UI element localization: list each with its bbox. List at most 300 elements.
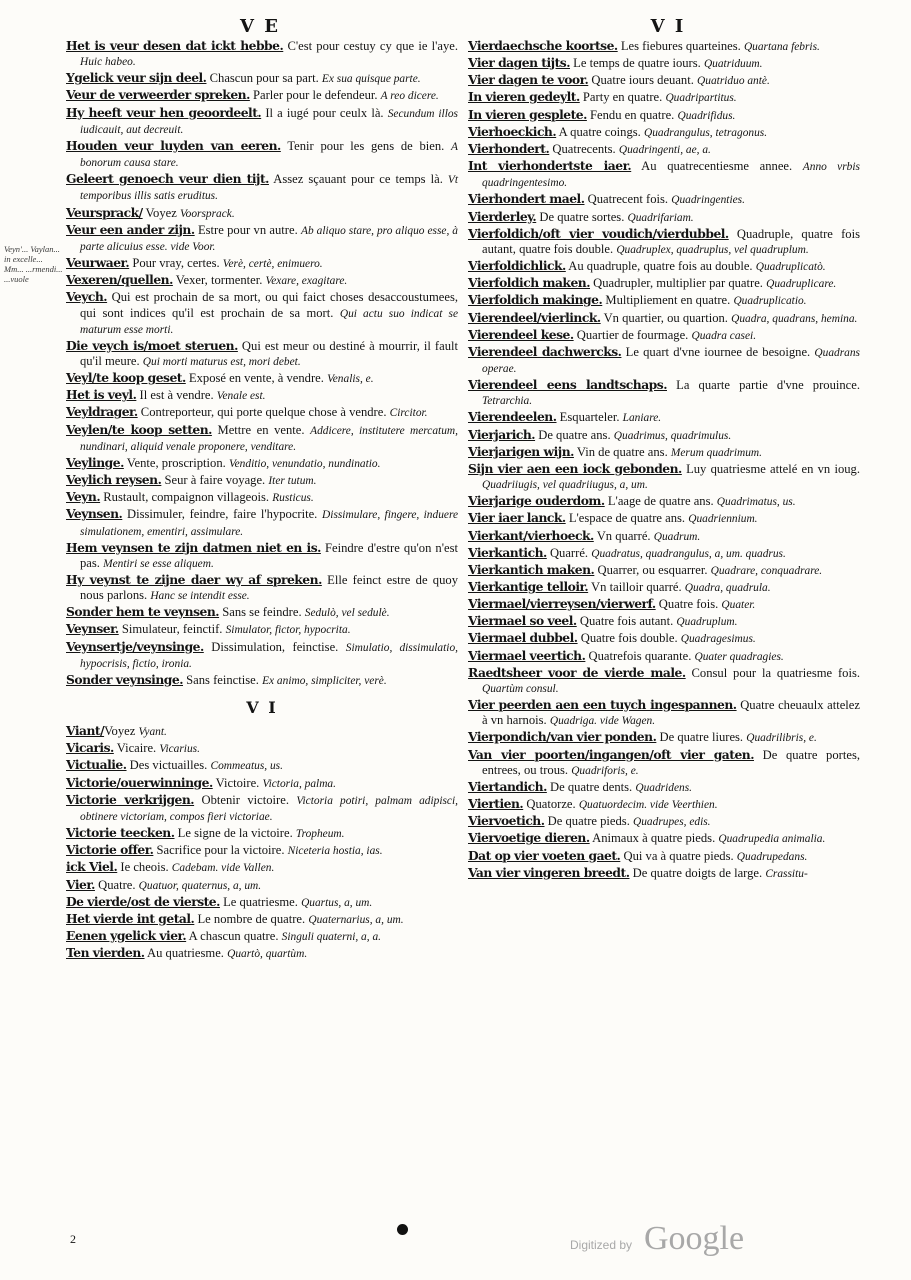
entry-french: Vn quartier, ou quartion. [600, 310, 728, 325]
entry-headword: Int vierhondertste iaer. [468, 158, 632, 174]
entry-headword: Die veych is/moet steruen. [66, 337, 238, 353]
entry-french: Qui est meur ou destiné à mourrir, il fault qu'il meure. [80, 338, 458, 368]
entry-latin: Iter tutum. [268, 475, 317, 488]
entry-french: Quatre fois. [655, 597, 719, 612]
entry-headword: Vierhoeckich. [468, 123, 557, 139]
dictionary-entry [66, 255, 458, 272]
dictionary-entry [66, 38, 458, 70]
dictionary-entry [468, 848, 860, 865]
entry-latin: Quadrifariam. [627, 211, 694, 224]
entry-french: Pour vray, certes. [129, 256, 220, 271]
entry-french: Le quart d'vne iournee de besoigne. [621, 344, 811, 359]
entry-latin: Qui actu suo indicat se maturum esse morti. [80, 307, 458, 336]
entry-headword: Vierfoldichlick. [468, 258, 566, 274]
entry-french: Feindre d'estre qu'on n'est pas. [80, 540, 458, 570]
entry-headword: Vier dagen te voor. [468, 72, 589, 88]
entry-latin: Quadrupedia animalia. [718, 833, 826, 846]
entry-headword: Vierfoldich maken. [468, 275, 590, 291]
dictionary-entry [468, 813, 860, 830]
dictionary-entry [468, 191, 860, 208]
entry-french: Vente, proscription. [123, 455, 226, 470]
dictionary-entry [66, 272, 458, 289]
entry-latin: Quartus, a, um. [301, 896, 373, 909]
dictionary-entry [66, 87, 458, 104]
dictionary-entry [468, 409, 860, 426]
entry-latin: Circitor. [389, 407, 428, 420]
entry-french: Contreporteur, qui porte quelque chose à vendre. [137, 405, 387, 420]
entry-headword: Veyl/te koop geset. [66, 370, 186, 386]
entry-latin: Dissimulare, fingere, induere simulationem, ementiri, assimulare. [80, 509, 459, 538]
entry-latin: Quadrum. [653, 530, 701, 543]
entry-headword: Vierendeel kese. [468, 326, 574, 342]
page-header-right: V I [650, 16, 686, 37]
entry-french: Vexer, tormenter. [172, 273, 263, 288]
entry-latin: Quater. [721, 599, 756, 612]
entry-headword: Vierkantige telloir. [468, 579, 589, 594]
entry-headword: Ten vierden. [66, 945, 145, 961]
entry-headword: Vicaris. [66, 740, 114, 756]
entry-headword: Het is veur desen dat ickt hebbe. [66, 38, 284, 53]
entry-headword: Veynser. [66, 621, 119, 637]
dictionary-entry [468, 493, 860, 510]
page-header-left: V E [240, 16, 280, 37]
entry-headword: Vierdaechsche koortse. [468, 38, 618, 53]
dictionary-entry [66, 387, 458, 404]
entry-latin: Quartùm consul. [482, 682, 559, 695]
entry-french: L'espace de quatre ans. [565, 511, 686, 526]
entry-headword: Vier dagen tijts. [468, 55, 570, 71]
entry-headword: Victualie. [66, 757, 127, 773]
entry-french: Ie cheois. [117, 860, 169, 875]
dictionary-entry [468, 596, 860, 613]
dictionary-entry [66, 842, 458, 859]
signature-mark: 2 [70, 1232, 76, 1246]
entry-latin: Cadebam. vide Vallen. [171, 862, 275, 875]
dictionary-entry [468, 545, 860, 562]
entry-latin: Quaternarius, a, um. [308, 913, 404, 926]
entry-latin: Quadra, quadrans, hemina. [731, 312, 858, 325]
entry-latin: Quadruplicare. [766, 278, 837, 291]
dictionary-entry [66, 911, 458, 928]
entry-latin: Quadrupes, edis. [633, 816, 711, 829]
dictionary-entry [66, 506, 458, 539]
entry-french: Exposé en vente, à vendre. [185, 371, 324, 386]
entry-latin: Quadra casei. [691, 329, 757, 342]
entry-latin: Venalis, e. [327, 373, 374, 386]
dictionary-entry [66, 540, 458, 572]
dictionary-entry [468, 107, 860, 124]
entry-latin: Victoria potiri, palmam adipisci, obtinere victoriam, compos fieri victoriae. [80, 794, 458, 823]
entry-headword: Geleert genoech veur dien tijt. [66, 171, 269, 187]
entry-latin: Qui morti maturus est, mori debet. [142, 355, 301, 368]
left-column [66, 38, 458, 962]
dictionary-entry [66, 723, 458, 740]
entry-french: Sans feinctise. [183, 672, 259, 687]
entry-headword: In vieren gesplete. [468, 106, 587, 122]
entry-latin: Quadripartitus. [665, 92, 737, 105]
dictionary-entry [468, 141, 860, 158]
entry-headword: Het vierde int getal. [66, 910, 195, 926]
entry-french: De quatre sortes. [536, 209, 625, 224]
entry-french: La quarte partie d'vne prouince. [667, 378, 861, 393]
entry-list-vi [66, 723, 458, 962]
dictionary-entry [468, 226, 860, 258]
entry-latin: Mentiri se esse aliquem. [103, 557, 214, 570]
dictionary-entry [66, 639, 458, 672]
entry-french: Quartier de fourmage. [573, 327, 689, 342]
entry-headword: Veurwaer. [66, 255, 130, 271]
entry-french: Esquarteler. [556, 410, 620, 425]
entry-headword: Vier iaer lanck. [468, 510, 566, 526]
entry-french: Il est à vendre. [136, 388, 214, 403]
entry-french: Quadrupler, multiplier par quatre. [590, 276, 763, 291]
entry-latin: Quadriiugis, vel quadriiugus, a, um. [482, 479, 648, 492]
dictionary-entry [66, 171, 458, 204]
entry-headword: Vexeren/quellen. [66, 272, 173, 288]
entry-latin: Singuli quaterni, a, a. [281, 930, 381, 943]
entry-latin: Voorsprack. [179, 207, 235, 220]
entry-latin: Quartana febris. [743, 41, 820, 53]
entry-french: Tenir pour les gens de bien. [280, 138, 445, 153]
entry-latin: Quadruplex, quadruplus, vel quadruplum. [616, 243, 809, 256]
entry-latin: Quatuor, quaternus, a, um. [138, 879, 262, 892]
entry-latin: Vexare, exagitare. [265, 275, 348, 288]
entry-headword: Victorie teecken. [66, 825, 175, 841]
entry-headword: Veyldrager. [66, 404, 138, 420]
entry-latin: Quadra, quadrula. [684, 582, 771, 594]
entry-headword: Victorie offer. [66, 842, 154, 858]
entry-latin: Quatuordecim. vide Veerthien. [578, 799, 718, 812]
entry-headword: Viermael veertich. [468, 647, 586, 663]
dictionary-entry [66, 894, 458, 911]
entry-headword: Veur de verweerder spreken. [66, 87, 250, 103]
entry-latin: Verè, certè, enimuero. [222, 258, 323, 271]
dictionary-entry [468, 89, 860, 106]
dictionary-entry [66, 877, 458, 894]
entry-headword: Houden veur luyden van eeren. [66, 137, 281, 153]
entry-french: Quatre fois double. [577, 631, 678, 646]
entry-latin: Quadrupedans. [736, 850, 808, 863]
entry-headword: Vierjarige ouderdom. [468, 493, 605, 509]
entry-headword: Vierkantich. [468, 544, 547, 560]
entry-french: Luy quatriesme attelé en vn ioug. [681, 461, 860, 476]
entry-latin: Quadriga. vide Wagen. [549, 715, 656, 728]
dictionary-entry [468, 579, 860, 596]
dictionary-entry [66, 370, 458, 387]
entry-french: Party en quatre. [579, 90, 663, 105]
entry-latin: Vyant. [138, 726, 167, 739]
entry-latin: Quadrimatus, us. [716, 496, 796, 509]
entry-french: Voyez [104, 724, 139, 739]
dictionary-entry [468, 648, 860, 665]
entry-latin: Quatriduo antè. [697, 75, 770, 88]
entry-headword: Viant/ [66, 723, 105, 739]
dictionary-entry [66, 404, 458, 421]
dictionary-entry [66, 205, 458, 222]
entry-headword: Viervoetich. [468, 813, 545, 829]
entry-latin: Quadriforis, e. [571, 764, 639, 777]
dictionary-entry [468, 72, 860, 89]
entry-french: Parler pour le defendeur. [249, 88, 378, 103]
dictionary-entry [66, 289, 458, 337]
dictionary-entry [66, 222, 458, 255]
entry-headword: Hem veynsen te zijn datmen niet en is. [66, 539, 321, 555]
entry-latin: Quadratus, quadrangulus, a, um. quadrus. [591, 547, 786, 560]
dictionary-entry [66, 775, 458, 792]
entry-headword: Viertien. [468, 796, 524, 812]
entry-french: De quatre pieds. [544, 814, 630, 829]
entry-french: De quatre ans. [535, 427, 611, 442]
dictionary-entry [468, 747, 860, 779]
entry-headword: Vierfoldich/oft vier voudich/vierdubbel. [468, 225, 729, 241]
entry-latin: Niceteria hostia, ias. [287, 845, 383, 858]
entry-french: De quatre doigts de large. [629, 865, 763, 880]
entry-latin: Anno vrbis quadringentesimo. [482, 161, 860, 190]
entry-headword: ick Viel. [66, 859, 118, 875]
dictionary-entry [66, 489, 458, 506]
dictionary-entry [468, 865, 860, 882]
entry-latin: A reo dicere. [380, 90, 439, 103]
entry-french: C'est pour cestuy cy que ie l'aye. [283, 39, 458, 53]
dictionary-entry [468, 209, 860, 226]
entry-latin: Quadringenties. [671, 194, 745, 207]
entry-french: Consul pour la quatriesme fois. [685, 665, 860, 680]
entry-french: Quadruple, quatre fois autant, quatre fois double. [482, 226, 860, 256]
entry-headword: In vieren gedeylt. [468, 89, 580, 105]
entry-headword: Viermael so veel. [468, 613, 577, 629]
entry-french: Quatre. [94, 877, 136, 892]
entry-headword: Sonder hem te veynsen. [66, 604, 220, 620]
entry-latin: Quatriduum. [703, 58, 763, 71]
dictionary-entry [66, 572, 458, 604]
entry-headword: Vierendeel eens landtschaps. [468, 377, 667, 393]
entry-headword: Vierderley. [468, 208, 537, 224]
entry-latin: Vt temporibus illis satis eruditus. [80, 174, 458, 203]
entry-french: Quatre cheuaulx attelez à vn harnois. [482, 698, 860, 728]
entry-french: Au quadruple, quatre fois au double. [565, 259, 753, 274]
entry-latin: Quadruplicatio. [733, 295, 807, 308]
entry-list-ve [66, 38, 458, 689]
dictionary-entry [66, 604, 458, 621]
entry-latin: Laniare. [622, 412, 662, 425]
entry-headword: Victorie verkrijgen. [66, 791, 195, 807]
section-heading-vi: V I [246, 698, 278, 718]
entry-latin: A bonorum causa stare. [80, 140, 458, 170]
entry-headword: Vierkant/vierhoeck. [468, 527, 594, 543]
dictionary-entry [468, 461, 860, 493]
entry-headword: Veynsen. [66, 506, 123, 522]
entry-headword: Vierjarigen wijn. [468, 443, 574, 459]
entry-french: Obtenir victoire. [194, 792, 289, 807]
entry-headword: Vierendeelen. [468, 409, 557, 425]
entry-headword: Viertandich. [468, 778, 547, 794]
entry-headword: Vierfoldich makinge. [468, 292, 603, 308]
entry-latin: Tetrarchia. [482, 395, 533, 408]
entry-latin: Quadragesimus. [680, 633, 756, 646]
entry-french: L'aage de quatre ans. [604, 494, 714, 509]
entry-french: Chascun pour sa part. [206, 71, 319, 86]
dictionary-entry [66, 672, 458, 689]
entry-french: Des victuailles. [126, 758, 208, 773]
dictionary-entry [468, 55, 860, 72]
entry-french: Multipliement en quatre. [602, 293, 731, 308]
entry-french: Seur à faire voyage. [161, 473, 266, 488]
entry-french: Fendu en quatre. [586, 107, 675, 122]
entry-headword: Vierpondich/van vier ponden. [468, 729, 657, 745]
dictionary-entry [66, 928, 458, 945]
entry-french: De quatre dents. [546, 779, 633, 794]
entry-french: Sans se feindre. [219, 605, 302, 620]
entry-latin: Simulator, fictor, hypocrita. [225, 624, 351, 637]
entry-french: Quatrecents. [549, 141, 616, 156]
entry-headword: Vier. [66, 876, 95, 892]
entry-latin: Rusticus. [272, 492, 314, 505]
margin-annotation: Veyn'... Vaylan... in excelle... Mm... ...rmendi... ...vuole [4, 244, 63, 284]
dictionary-entry [468, 779, 860, 796]
entry-latin: Victoria, palma. [262, 777, 336, 790]
dictionary-entry [468, 158, 860, 191]
entry-french: De quatre liures. [656, 730, 744, 745]
entry-latin: Venale est. [216, 390, 266, 403]
entry-latin: Venditio, venundatio, nundinatio. [228, 457, 381, 470]
dictionary-entry [468, 124, 860, 141]
entry-headword: Van vier poorten/ingangen/oft vier gaten. [468, 746, 754, 762]
entry-headword: Vierhondert mael. [468, 191, 585, 207]
entry-headword: Veur een ander zijn. [66, 221, 195, 237]
entry-french: Vicaire. [113, 741, 157, 756]
entry-latin: Crassitu- [765, 867, 808, 880]
entry-latin: Secundum illos iudicauit, aut decreuit. [80, 107, 458, 136]
entry-latin: Tropheum. [295, 828, 345, 841]
ink-dot [397, 1224, 408, 1235]
dictionary-entry [66, 945, 458, 962]
entry-latin: Quadrifidus. [677, 109, 736, 122]
entry-headword: De vierde/ost de vierste. [66, 893, 220, 909]
entry-french: Assez sçauant pour ce temps là. [268, 172, 443, 187]
entry-french: Vn tailloir quarré. [588, 580, 682, 594]
entry-latin: Ex animo, simpliciter, verè. [262, 674, 387, 687]
dictionary-entry [66, 422, 458, 455]
entry-french: Vin de quatre ans. [573, 444, 668, 459]
entry-headword: Viermael/vierreysen/vierwerf. [468, 596, 656, 612]
entry-latin: Quadrans operae. [482, 346, 860, 375]
dictionary-entry [468, 729, 860, 746]
entry-french: Sacrifice pour la victoire. [153, 843, 285, 858]
dictionary-entry [468, 310, 860, 327]
entry-french: Quatorze. [523, 797, 576, 812]
digitization-watermark [570, 1222, 770, 1262]
watermark-logo: Google [644, 1220, 745, 1257]
entry-headword: Veynsertje/veynsinge. [66, 638, 204, 654]
dictionary-entry [468, 697, 860, 729]
entry-french: De quatre portes, entrees, ou trous. [482, 747, 860, 777]
dictionary-entry [66, 792, 458, 825]
dictionary-entry [66, 138, 458, 171]
dictionary-entry [468, 665, 860, 697]
entry-latin: Quadrangulus, tetragonus. [643, 126, 768, 139]
entry-headword: Van vier vingeren breedt. [468, 864, 630, 880]
entry-french: Quatre fois autant. [576, 614, 674, 629]
entry-french: A chascun quatre. [186, 928, 279, 943]
entry-headword: Het is veyl. [66, 387, 137, 403]
entry-latin: Quadruplum. [676, 616, 738, 629]
entry-french: Voyez [142, 205, 180, 220]
entry-latin: Quadrilibris, e. [746, 732, 817, 745]
entry-french: Rustault, compaignon villageois. [100, 490, 270, 505]
entry-latin: Ex sua quisque parte. [321, 73, 421, 86]
entry-headword: Sijn vier aen een iock gebonden. [468, 460, 682, 476]
entry-latin: Ab aliquo stare, pro aliquo esse, à parte alicuius esse. vide Voor. [80, 224, 458, 253]
entry-headword: Vierjarich. [468, 426, 536, 442]
entry-latin: Quadruplicatò. [755, 261, 826, 274]
dictionary-entry [66, 825, 458, 842]
dictionary-entry [468, 377, 860, 409]
entry-french: Vn quarré. [593, 528, 651, 543]
dictionary-entry [468, 258, 860, 275]
entry-headword: Veylinge. [66, 454, 124, 470]
entry-headword: Victorie/ouerwinninge. [66, 774, 213, 790]
entry-headword: Veursprack/ [66, 204, 143, 220]
entry-headword: Veyn. [66, 489, 101, 505]
entry-latin: Commeatus, us. [210, 760, 283, 773]
entry-headword: Vierkantich maken. [468, 561, 595, 577]
dictionary-entry [66, 70, 458, 87]
dictionary-entry [66, 472, 458, 489]
entry-headword: Viervoetige dieren. [468, 830, 590, 846]
entry-french: Quatrecent fois. [584, 192, 669, 207]
entry-headword: Vierendeel/vierlinck. [468, 309, 601, 325]
entry-french: Simulateur, feinctif. [118, 622, 223, 637]
dictionary-entry [468, 292, 860, 309]
entry-latin: Quadrare, conquadrare. [710, 564, 823, 577]
watermark-prefix: Digitized by [570, 1238, 633, 1252]
entry-latin: Huic habeo. [80, 56, 136, 69]
entry-french: Le quatriesme. [219, 894, 298, 909]
entry-french: Il a iugé pour ceulx là. [261, 105, 384, 120]
entry-headword: Vierendeel dachwercks. [468, 343, 622, 359]
entry-french: Au quatrecentiesme annee. [631, 159, 793, 174]
entry-french: Qui est prochain de sa mort, ou qui faict choses desaccoustumees, qui sont indices qu'il est prochain de sa mort. [80, 290, 458, 320]
entry-headword: Veych. [66, 289, 108, 305]
entry-french: Quarrer, ou esquarrer. [594, 562, 708, 577]
entry-latin: Quadringenti, ae, a. [618, 143, 711, 156]
entry-french: Estre pour vn autre. [194, 222, 298, 237]
entry-headword: Veylich reysen. [66, 472, 162, 488]
entry-headword: Ygelick veur sijn deel. [66, 70, 207, 86]
entry-latin: Quartò, quartùm. [227, 948, 308, 961]
entry-headword: Hy heeft veur hen geoordeelt. [66, 104, 262, 120]
entry-headword: Vierhondert. [468, 140, 550, 156]
dictionary-entry [468, 796, 860, 813]
dictionary-entry [66, 859, 458, 876]
dictionary-entry [468, 613, 860, 630]
entry-latin: Quadrimus, quadrimulus. [613, 429, 732, 442]
entry-latin: Hanc se intendit esse. [150, 590, 250, 603]
entry-latin: Addicere, institutere mercatum, nundinari, aliquid venale proponere, venditare. [80, 424, 458, 453]
entry-latin: Quadriennium. [688, 513, 758, 526]
dictionary-entry [66, 455, 458, 472]
dictionary-entry [468, 38, 860, 55]
entry-french: A quatre coings. [556, 124, 641, 139]
entry-latin: Simulatio, dissimulatio, hypocrisis, fictio, ironia. [80, 641, 458, 670]
dictionary-entry [468, 528, 860, 545]
entry-french: Qui va à quatre pieds. [620, 848, 734, 863]
entry-french: Le signe de la victoire. [174, 826, 293, 841]
entry-list-vi-continued [468, 38, 860, 882]
entry-french: Quarré. [546, 545, 589, 560]
entry-french: Mettre en vente. [211, 422, 305, 437]
entry-headword: Hy veynst te zijne daer wy af spreken. [66, 572, 322, 587]
